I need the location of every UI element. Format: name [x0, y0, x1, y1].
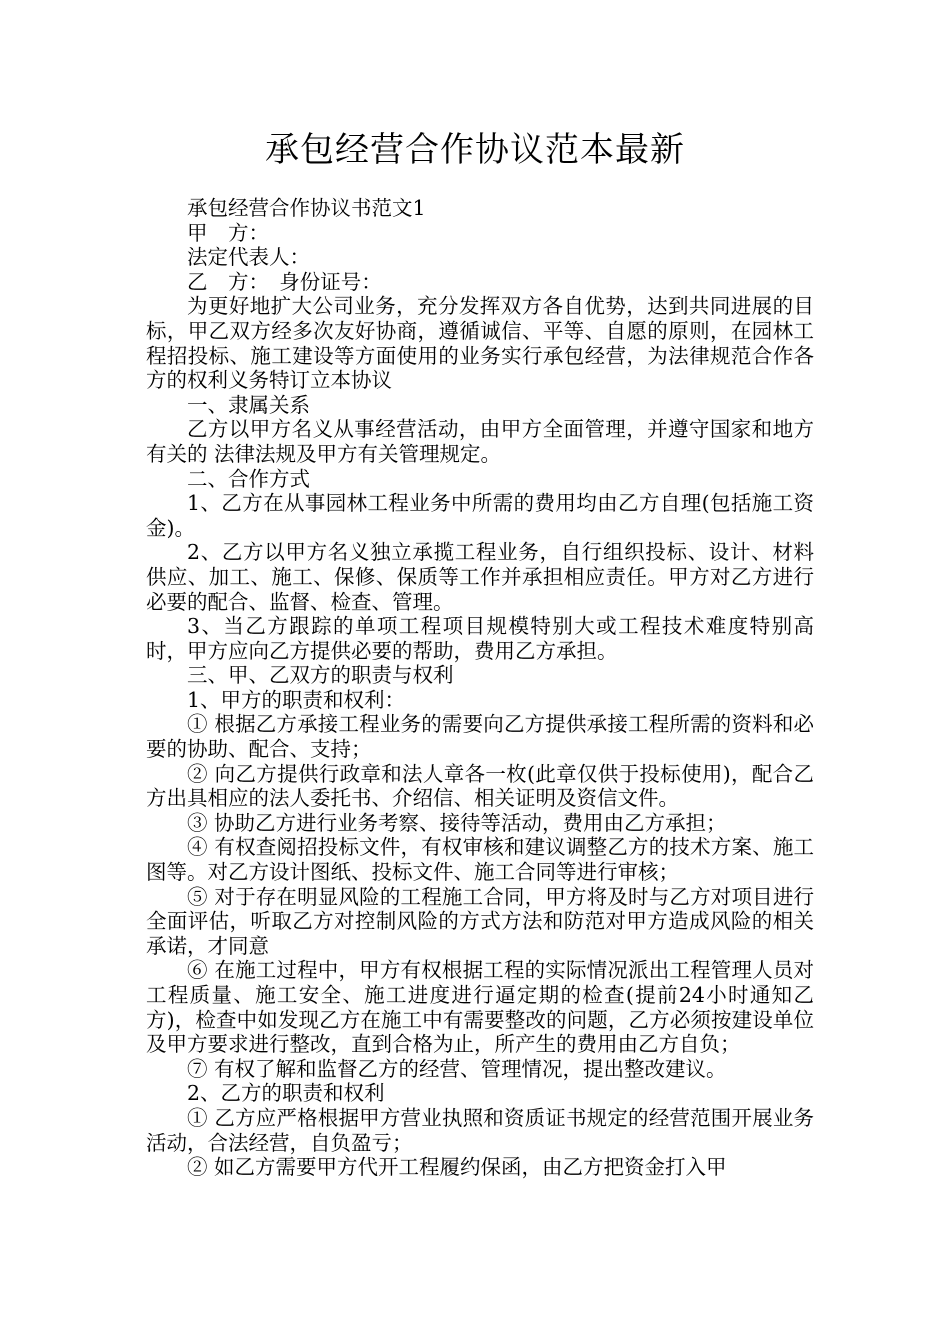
paragraph: 3、当乙方跟踪的单项工程项目规模特别大或工程技术难度特别高时，甲方应向乙方提供必要的帮助，费用乙方承担。	[146, 614, 814, 663]
document-title: 承包经营合作协议范本最新	[265, 130, 685, 170]
section-heading-1: 一、隶属关系	[187, 392, 310, 417]
paragraph-party-a: 甲 方：	[187, 220, 269, 245]
paragraph-legal-rep: 法定代表人：	[187, 245, 310, 270]
list-item: ⑥ 在施工过程中，甲方有权根据工程的实际情况派出工程管理人员对工程质量、施工安全、施工进度进行逼定期的检查(提前24小时通知乙方)，检查中如发现乙方在施工中有需要整改的问题，乙方必须按建设单位及甲方要求进行整改，直到合格为止，所产生的费用由乙方自负；	[146, 958, 814, 1057]
paragraph-preamble: 为更好地扩大公司业务，充分发挥双方各自优势，达到共同进展的目标，甲乙双方经多次友好协商，遵循诚信、平等、自愿的原则，在园林工程招投标、施工建设等方面使用的业务实行承包经营，为法律规范合作各方的权利义务特订立本协议	[146, 294, 814, 393]
list-item: ① 乙方应严格根据甲方营业执照和资质证书规定的经营范围开展业务活动，合法经营，自负盈亏；	[146, 1105, 814, 1155]
list-item: ⑤ 对于存在明显风险的工程施工合同，甲方将及时与乙方对项目进行全面评估，听取乙方对控制风险的方式方法和防范对甲方造成风险的相关承诺，才同意	[146, 884, 814, 958]
paragraph: 乙方以甲方名义从事经营活动，由甲方全面管理，并遵守国家和地方有关的 法律法规及甲方有关管理规定。	[146, 417, 814, 466]
list-item: ① 根据乙方承接工程业务的需要向乙方提供承接工程所需的资料和必要的协助、配合、支持；	[146, 712, 814, 762]
list-item: ④ 有权查阅招投标文件，有权审核和建议调整乙方的技术方案、施工图等。对乙方设计图纸、投标文件、施工合同等进行审核；	[146, 835, 814, 885]
paragraph-heading: 承包经营合作协议书范文1	[187, 196, 426, 220]
section-heading-3: 三、甲、乙双方的职责与权利	[187, 663, 454, 688]
document-body	[146, 196, 814, 1180]
paragraph: 1、乙方在从事园林工程业务中所需的费用均由乙方自理(包括施工资金)。	[146, 491, 814, 540]
list-item: ② 如乙方需要甲方代开工程履约保函，由乙方把资金打入甲	[187, 1155, 727, 1180]
subsection-heading: 1、甲方的职责和权利：	[187, 687, 406, 712]
list-item: ⑦ 有权了解和监督乙方的经营、管理情况，提出整改建议。	[187, 1056, 727, 1081]
paragraph-party-b: 乙 方： 身份证号：	[187, 269, 382, 294]
subsection-heading: 2、乙方的职责和权利	[187, 1081, 385, 1106]
section-heading-2: 二、合作方式	[187, 466, 310, 491]
list-item: ③ 协助乙方进行业务考察、接待等活动，费用由乙方承担；	[187, 810, 727, 835]
list-item: ② 向乙方提供行政章和法人章各一枚(此章仅供于投标使用)，配合乙方出具相应的法人委托书、介绍信、相关证明及资信文件。	[146, 761, 814, 811]
paragraph: 2、乙方以甲方名义独立承揽工程业务，自行组织投标、设计、材料供应、加工、施工、保修、保质等工作并承担相应责任。甲方对乙方进行必要的配合、监督、检查、管理。	[146, 540, 814, 614]
